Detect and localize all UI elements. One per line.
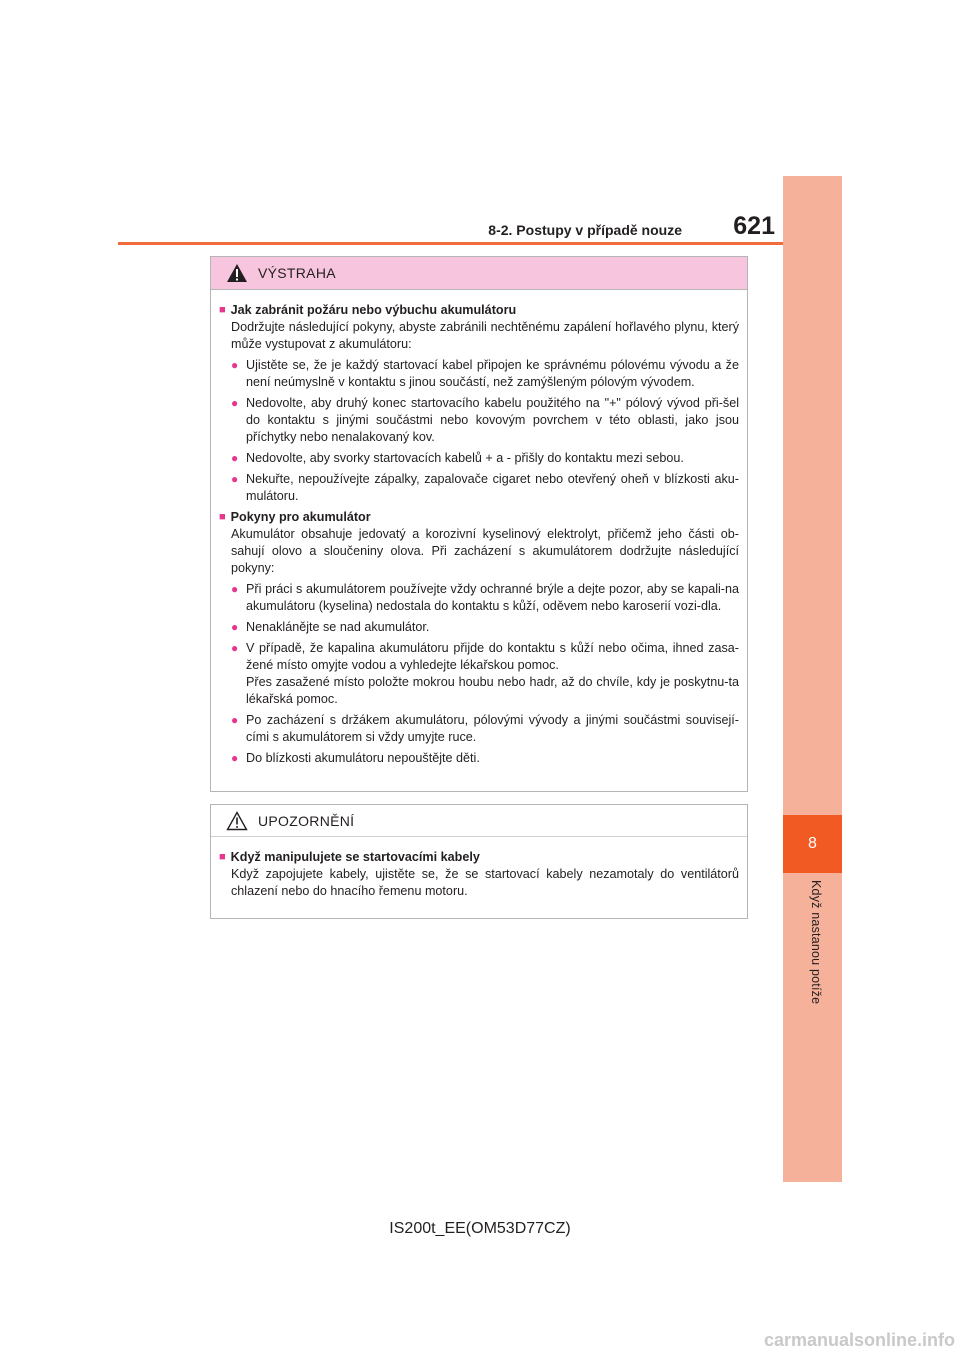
side-tab <box>783 176 842 1182</box>
bullet-text-line: V případě, že kapalina akumulátoru přijde do kontaktu s kůží nebo očima, ihned zasa-žené místo omyjte vodou a vyhledejte lékařskou pomoc. <box>246 641 739 672</box>
caution-body <box>211 837 747 900</box>
section-heading: ■ Když manipulujete se startovacími kabely <box>219 850 480 864</box>
list-item: ● Nedovolte, aby svorky startovacích kabelů + a - přišly do kontaktu mezi sebou. <box>231 451 684 465</box>
section-text: Dodržujte následující pokyny, abyste zabránili nechtěnému zapálení hořlavého plynu, který může vystupovat z akumulátoru: <box>231 320 739 351</box>
section-heading: ■ Jak zabránit požáru nebo výbuchu akumulátoru <box>219 303 517 317</box>
list-item: ● Po zacházení s držákem akumulátoru, pólovými vývody a jinými součástmi souvisejí-cími s akumulátorem si vždy umyjte ruce. <box>231 713 739 744</box>
square-bullet-icon: ■ <box>219 511 226 523</box>
bullet-dot-icon: ● <box>231 358 239 372</box>
caution-triangle-icon <box>226 811 248 831</box>
page-number: 621 <box>733 212 775 240</box>
bullet-dot-icon: ● <box>231 396 239 410</box>
list-item: ● Do blízkosti akumulátoru nepouštějte děti. <box>231 751 480 765</box>
caution-header <box>211 805 747 837</box>
manual-code: IS200t_EE(OM53D77CZ) <box>389 1220 571 1237</box>
section-heading: ■ Pokyny pro akumulátor <box>219 510 371 524</box>
square-bullet-icon: ■ <box>219 304 226 316</box>
chapter-number-tab[interactable]: 8 <box>783 815 842 873</box>
list-item: ● Nedovolte, aby druhý konec startovacího kabelu použitého na "+" pólový vývod při-šel do kontaktu s jinými součástmi nebo kovovým povrchem v této oblasti, jako jsou příchytky nebo nenalakovaný kov. <box>231 396 739 444</box>
warning-box <box>210 256 748 792</box>
bullet-dot-icon: ● <box>231 641 239 655</box>
bullet-dot-icon: ● <box>231 451 239 465</box>
watermark: carmanualsonline.info <box>763 1330 955 1350</box>
warning-triangle-icon <box>226 263 248 283</box>
list-item <box>219 640 739 708</box>
bullet-text-line: Přes zasažené místo položte mokrou houbu nebo hadr, až do chvíle, kdy je poskytnu-ta lékařská pomoc. <box>246 675 739 706</box>
bullet-dot-icon: ● <box>231 713 239 727</box>
warning-body <box>211 290 747 767</box>
chapter-label: Když nastanou potíže <box>809 880 823 1005</box>
list-item: ● Nekuřte, nepoužívejte zápalky, zapalovače cigaret nebo otevřený oheň v blízkosti aku-mulátoru. <box>231 472 739 503</box>
header-rule <box>118 242 842 245</box>
list-item: ● Nenaklánějte se nad akumulátor. <box>231 620 430 634</box>
caution-title: UPOZORNĚNÍ <box>258 812 355 829</box>
caution-box <box>210 804 748 919</box>
warning-title: VÝSTRAHA <box>258 265 336 281</box>
bullet-dot-icon: ● <box>231 472 239 486</box>
square-bullet-icon: ■ <box>219 851 226 863</box>
section-text: Když zapojujete kabely, ujistěte se, že se startovací kabely nezamotaly do ventilátorů chlazení nebo do hnacího řemenu motoru. <box>231 867 739 898</box>
warning-header <box>211 257 747 290</box>
section-title: 8-2. Postupy v případě nouze <box>488 222 682 238</box>
bullet-dot-icon: ● <box>231 751 239 765</box>
list-item: ● Při práci s akumulátorem používejte vždy ochranné brýle a dejte pozor, aby se kapali-na akumulátoru (kyselina) nedostala do kontaktu s kůží, oděvem nebo karoserií vozi-dla. <box>231 582 739 613</box>
bullet-dot-icon: ● <box>231 582 239 596</box>
section-text: Akumulátor obsahuje jedovatý a korozivní kyselinový elektrolyt, přičemž jeho části ob-sahují olovo a sloučeniny olova. Při zacházení s akumulátorem dodržujte následující pokyny: <box>231 527 739 575</box>
list-item: ● Ujistěte se, že je každý startovací kabel připojen ke správnému pólovému vývodu a že není neúmyslně v kontaktu s jinou součástí, než zamýšleným pólovým vývodem. <box>231 358 739 389</box>
bullet-dot-icon: ● <box>231 620 239 634</box>
